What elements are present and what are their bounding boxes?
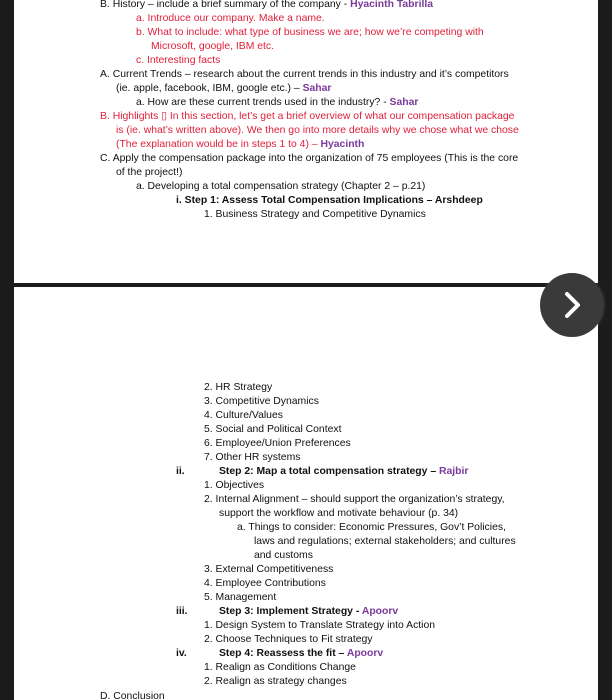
step-2-item-2-sub-a: a. Things to consider: Economic Pressures, Gov’t Policies, — [237, 522, 506, 533]
history-item-b-cont: Microsoft, google, IBM etc. — [151, 41, 275, 52]
step-1-item: 2. HR Strategy — [204, 382, 273, 393]
highlights-cont-1: is (ie. what’s written above). We then go into more details why we chose what we chose — [116, 125, 519, 136]
step-2-item-5: 5. Management — [204, 592, 277, 603]
step-3-heading: Step 3: Implement Strategy - Apoorv — [219, 606, 399, 617]
step-4-item-1: 1. Realign as Conditions Change — [204, 662, 356, 673]
step-2-item-3: 3. External Competitiveness — [204, 564, 334, 575]
step-1-item: 4. Culture/Values — [204, 410, 283, 421]
current-trends-cont: (ie. apple, facebook, IBM, google etc.) – Sahar — [116, 83, 332, 94]
step-2-item-1: 1. Objectives — [204, 480, 265, 491]
highlights-line: B. Highlights ▯ In this section, let’s get a brief overview of what our compensation package — [100, 111, 515, 122]
step-2-item-2-sub-a-cont: laws and regulations; external stakeholders; and cultures — [254, 536, 516, 547]
current-trends-item-a: a. How are these current trends used in the industry? - Sahar — [136, 97, 419, 108]
step-1-item: 7. Other HR systems — [204, 452, 301, 463]
step-2-item-2-cont: support the workflow and motivate behaviour (p. 34) — [219, 508, 459, 519]
step-1-item-1: 1. Business Strategy and Competitive Dynamics — [204, 209, 426, 220]
document-page-1 — [14, 0, 598, 283]
step-2-heading: Step 2: Map a total compensation strategy – Rajbir — [219, 466, 469, 477]
history-line: B. History – include a brief summary of the company - Hyacinth Tabrilla — [100, 0, 434, 10]
chevron-right-icon — [540, 273, 604, 337]
step-1-item: 3. Competitive Dynamics — [204, 396, 319, 407]
apply-cont: of the project!) — [116, 167, 183, 178]
step-4-item-2: 2. Realign as strategy changes — [204, 676, 347, 687]
document-page-2 — [14, 287, 598, 700]
history-item-c: c. Interesting facts — [136, 55, 221, 66]
developing-strategy-line: a. Developing a total compensation strategy (Chapter 2 – p.21) — [136, 181, 426, 192]
apply-line: C. Apply the compensation package into the organization of 75 employees (This is the core — [100, 153, 519, 164]
step-3-item-1: 1. Design System to Translate Strategy into Action — [204, 620, 436, 631]
history-item-b: b. What to include: what type of business we are; how we’re competing with — [136, 27, 484, 38]
highlights-cont-2: (The explanation would be in steps 1 to 4) – Hyacinth — [116, 139, 365, 150]
current-trends-line: A. Current Trends – research about the current trends in this industry and it’s competitors — [100, 69, 509, 80]
step-4-heading: Step 4: Reassess the fit – Apoorv — [219, 648, 384, 659]
step-3-number: iii. — [176, 606, 188, 617]
step-2-item-2-sub-a-cont: and customs — [254, 550, 313, 561]
step-2-number: ii. — [176, 466, 185, 477]
step-1-item: 6. Employee/Union Preferences — [204, 438, 351, 449]
next-page-button[interactable] — [540, 273, 604, 337]
step-2-item-2: 2. Internal Alignment – should support the organization’s strategy, — [204, 494, 505, 505]
conclusion-line: D. Conclusion — [100, 691, 165, 700]
step-1-item: 5. Social and Political Context — [204, 424, 342, 435]
history-item-a: a. Introduce our company. Make a name. — [136, 13, 325, 24]
step-3-item-2: 2. Choose Techniques to Fit strategy — [204, 634, 373, 645]
step-1-heading: i. Step 1: Assess Total Compensation Implications – Arshdeep — [176, 195, 483, 206]
step-4-number: iv. — [176, 648, 187, 659]
step-2-item-4: 4. Employee Contributions — [204, 578, 326, 589]
